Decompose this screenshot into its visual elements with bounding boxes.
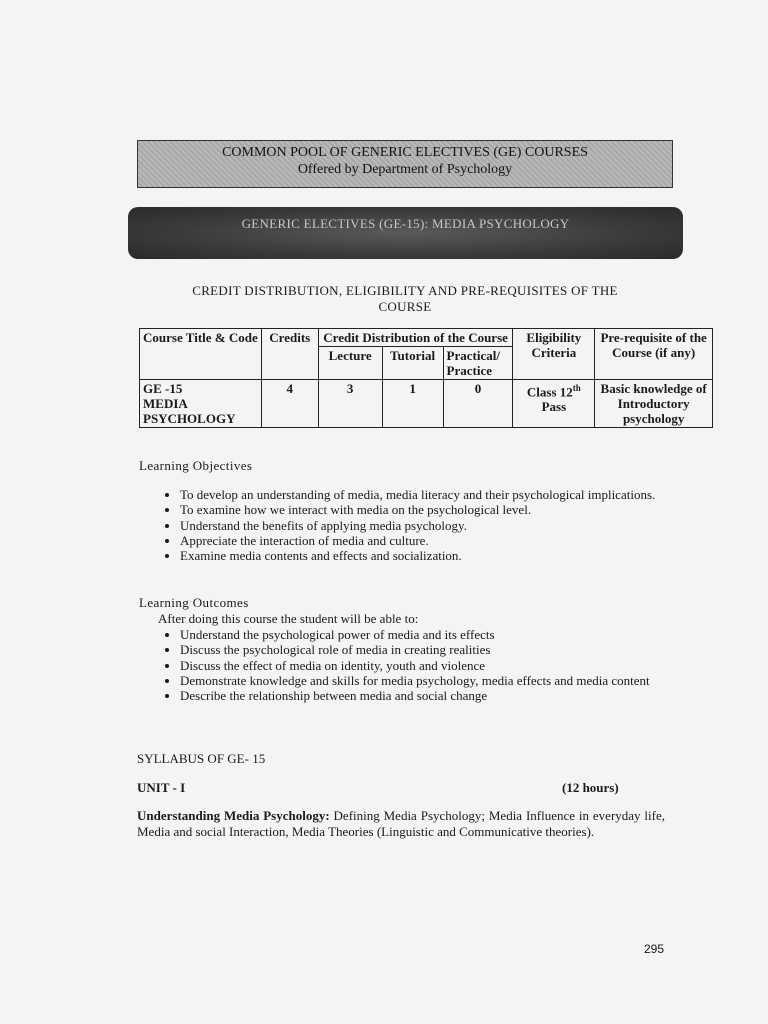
banner-subtitle: Offered by Department of Psychology: [297, 162, 513, 177]
cell-eligibility: [513, 380, 595, 428]
learning-outcomes-intro: After doing this course the student will be able to:: [158, 611, 419, 626]
banner-title: COMMON POOL OF GENERIC ELECTIVES (GE) COURSES: [222, 145, 588, 160]
cell-credits: 4: [261, 380, 318, 428]
unit-heading: Understanding Media Psychology:: [137, 808, 330, 823]
list-item: • Examine media contents and effects and socialization.: [180, 548, 680, 563]
cell-lecture: 3: [318, 380, 382, 428]
cell-practical: 0: [443, 380, 513, 428]
header-credits: Credits: [261, 329, 318, 380]
course-title-banner: [128, 207, 683, 259]
unit-hours: (12 hours): [562, 780, 619, 795]
credit-heading-line2: COURSE: [378, 299, 432, 314]
list-item: • To develop an understanding of media, media literacy and their psychological implications.: [180, 487, 680, 502]
list-item: • Discuss the psychological role of media in creating realities: [180, 642, 680, 657]
learning-objectives-list: [160, 487, 680, 563]
credit-distribution-table: [139, 328, 713, 428]
cell-course-code: [140, 380, 262, 428]
cell-prerequisite: Basic knowledge of Introductory psychology: [595, 380, 713, 428]
learning-outcomes-heading: Learning Outcomes: [139, 595, 249, 610]
header-tutorial: Tutorial: [382, 347, 443, 380]
page-number: 295: [644, 942, 665, 956]
list-item: • Understand the benefits of applying media psychology.: [180, 518, 680, 533]
eligibility-pass: Pass: [541, 399, 567, 415]
list-item: • Understand the psychological power of media and its effects: [180, 627, 680, 642]
unit-body: Defining Media Psychology; Media Influence in everyday life, Media and social Interaction, Media Theories (Linguistic and Communicative theories).: [137, 808, 665, 839]
learning-outcomes-list: [160, 627, 680, 703]
unit-label: UNIT - I: [137, 780, 186, 795]
course-title-text: GENERIC ELECTIVES (GE-15): MEDIA PSYCHOLOGY: [241, 216, 570, 231]
table-header-row: [140, 329, 713, 347]
list-item: • Describe the relationship between media and social change: [180, 688, 680, 703]
syllabus-heading: SYLLABUS OF GE- 15: [137, 751, 266, 766]
header-distribution: Credit Distribution of the Course: [318, 329, 513, 347]
list-item: • To examine how we interact with media on the psychological level.: [180, 502, 680, 517]
credit-distribution-heading: [160, 283, 650, 315]
unit-description: [137, 808, 665, 840]
header-eligibility: Eligibility Criteria: [513, 329, 595, 380]
list-item: • Demonstrate knowledge and skills for media psychology, media effects and media content: [180, 673, 680, 688]
header-prerequisite: Pre-requisite of the Course (if any): [595, 329, 713, 380]
header-lecture: Lecture: [318, 347, 382, 380]
list-item: • Appreciate the interaction of media and culture.: [180, 533, 680, 548]
learning-objectives-heading: Learning Objectives: [139, 458, 253, 473]
course-pool-banner: [137, 140, 673, 188]
header-practical: Practical/ Practice: [443, 347, 513, 380]
course-title-line2: PSYCHOLOGY: [143, 411, 236, 426]
table-row: [140, 380, 713, 428]
header-title-code: Course Title & Code: [140, 329, 262, 380]
credit-heading-line1: CREDIT DISTRIBUTION, ELIGIBILITY AND PRE-REQUISITES OF THE: [192, 283, 618, 298]
eligibility-superscript: th: [572, 383, 581, 393]
course-title-line1: MEDIA: [143, 396, 188, 411]
list-item: • Discuss the effect of media on identity, youth and violence: [180, 658, 680, 673]
course-code: GE -15: [143, 381, 183, 396]
eligibility-class: Class 12: [526, 384, 573, 400]
cell-tutorial: 1: [382, 380, 443, 428]
